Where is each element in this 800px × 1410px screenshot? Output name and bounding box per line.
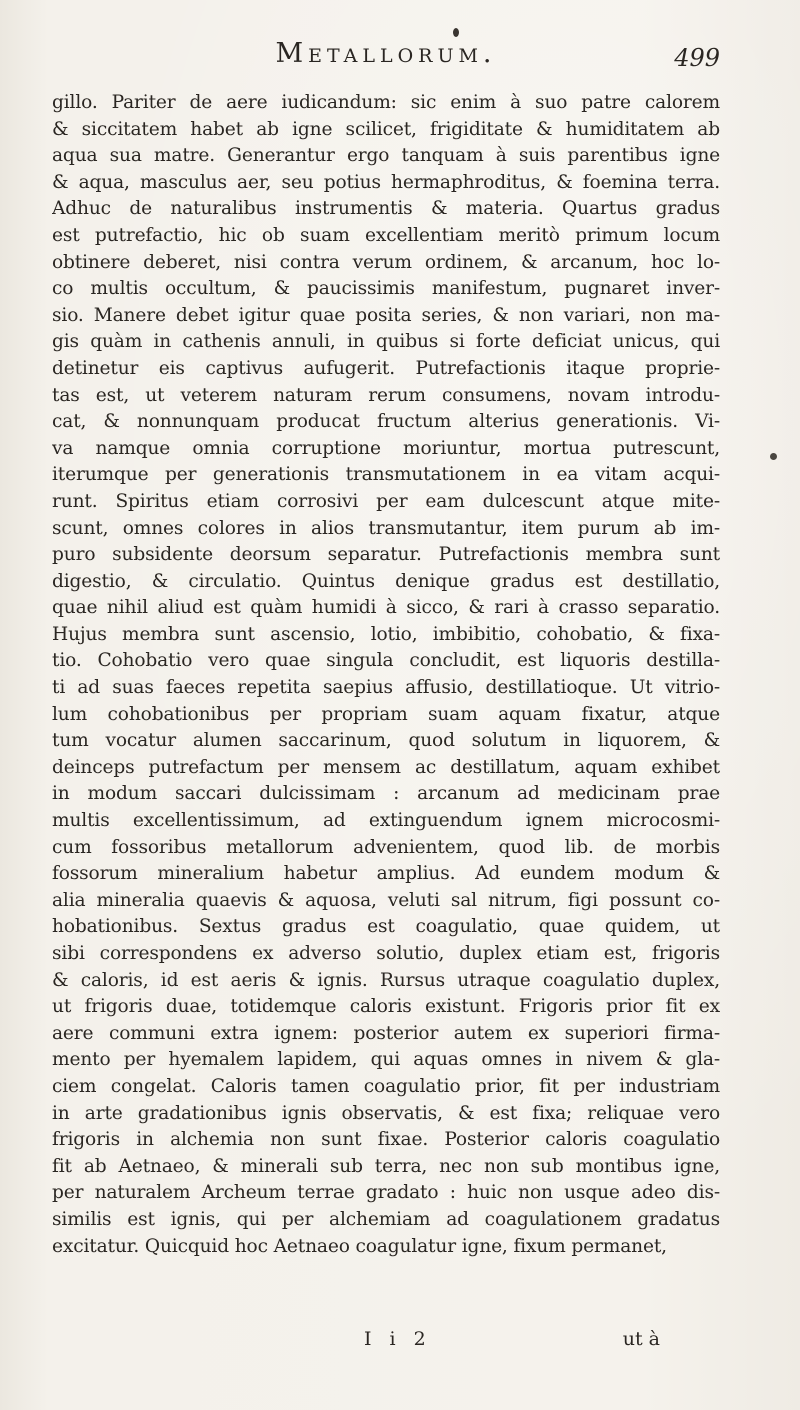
text-line: gis quàm in cathenis annuli, in quibus si forte deficiat unicus, qui xyxy=(52,331,720,353)
text-line: runt. Spiritus etiam corrosivi per eam dulcescunt atque mite- xyxy=(52,490,720,512)
page-footer xyxy=(52,1328,720,1358)
text-line: est putrefactio, hic ob suam excellentiam meritò primum locum xyxy=(52,224,720,246)
text-line: & siccitatem habet ab igne scilicet, frigiditate & humiditatem ab xyxy=(52,118,720,140)
text-line: lum cohobationibus per propriam suam aquam fixatur, atque xyxy=(52,703,720,725)
text-line: iterumque per generationis transmutationem in ea vitam acqui- xyxy=(52,464,720,486)
text-line: ut frigoris duae, totidemque caloris existunt. Frigoris prior fit ex xyxy=(52,996,720,1018)
text-line: obtinere deberet, nisi contra verum ordinem, & arcanum, hoc lo- xyxy=(52,251,720,273)
text-line: & caloris, id est aeris & ignis. Rursus utraque coagulatio duplex, xyxy=(52,969,720,991)
text-line: gillo. Pariter de aere iudicandum: sic enim à suo patre calorem xyxy=(52,92,720,113)
text-line: in modum saccari dulcissimam : arcanum ad medicinam prae xyxy=(52,783,720,805)
text-line: aqua sua matre. Generantur ergo tanquam à suis parentibus igne xyxy=(52,145,720,167)
text-line: sibi correspondens ex adverso solutio, duplex etiam est, frigoris xyxy=(52,943,720,964)
text-line: cat, & nonnunquam producat fructum alterius generationis. Vi- xyxy=(52,411,720,433)
text-line: deinceps putrefactum per mensem ac destillatum, aquam exhibet xyxy=(52,756,720,778)
text-line: fit ab Aetnaeo, & minerali sub terra, nec non sub montibus igne, xyxy=(52,1155,720,1177)
text-line: tas est, ut veterem naturam rerum consumens, novam introdu- xyxy=(52,384,720,406)
text-line: tum vocatur alumen saccarinum, quod solutum in liquorem, & xyxy=(52,730,720,752)
page-number: 499 xyxy=(674,44,720,72)
text-line: per naturalem Archeum terrae gradato : huic non usque adeo dis- xyxy=(52,1182,720,1204)
text-line: similis est ignis, qui per alchemiam ad coagulationem gradatus xyxy=(52,1208,720,1230)
text-line: in arte gradationibus ignis observatis, & est fixa; reliquae vero xyxy=(52,1102,720,1124)
text-line: mento per hyemalem lapidem, qui aquas omnes in nivem & gla- xyxy=(52,1049,720,1071)
page-header xyxy=(52,38,720,84)
body-text xyxy=(52,90,720,1260)
text-line: tio. Cohobatio vero quae singula concludit, est liquoris destilla- xyxy=(52,650,720,672)
text-line: ciem congelat. Caloris tamen coagulatio prior, fit per industriam xyxy=(52,1075,720,1097)
text-line: digestio, & circulatio. Quintus denique gradus est destillatio, xyxy=(52,570,720,592)
text-line: puro subsidente deorsum separatur. Putrefactionis membra sunt xyxy=(52,544,720,566)
text-line: sio. Manere debet igitur quae posita series, & non variari, non ma- xyxy=(52,304,720,326)
text-line: aere communi extra ignem: posterior autem ex superiori firma- xyxy=(52,1022,720,1044)
catchword: ut à xyxy=(622,1328,660,1350)
text-line: detinetur eis captivus aufugerit. Putrefactionis itaque proprie- xyxy=(52,357,720,379)
text-line: ti ad suas faeces repetita saepius affusio, destillatioque. Ut vitrio- xyxy=(52,677,720,699)
text-line: fossorum mineralium habetur amplius. Ad eundem modum & xyxy=(52,863,720,885)
ink-spot xyxy=(453,28,459,37)
text-line: Adhuc de naturalibus instrumentis & materia. Quartus gradus xyxy=(52,198,720,220)
text-line: alia mineralia quaevis & aquosa, veluti sal nitrum, figi possunt co- xyxy=(52,889,720,911)
text-line: & aqua, masculus aer, seu potius hermaphroditus, & foemina terra. xyxy=(52,171,720,193)
text-line: multis excellentissimum, ad extinguendum ignem microcosmi- xyxy=(52,810,720,832)
text-line: excitatur. Quicquid hoc Aetnaeo coagulatur igne, fixum permanet, xyxy=(52,1235,667,1257)
text-line: scunt, omnes colores in alios transmutantur, item purum ab im- xyxy=(52,517,720,539)
text-line: co multis occultum, & paucissimis manifestum, pugnaret inver- xyxy=(52,278,720,300)
text-line: va namque omnia corruptione moriuntur, mortua putrescunt, xyxy=(52,437,720,459)
text-line: hobationibus. Sextus gradus est coagulatio, quae quidem, ut xyxy=(52,916,720,938)
text-line: Hujus membra sunt ascensio, lotio, imbibitio, cohobatio, & fixa- xyxy=(52,623,720,645)
text-line: quae nihil aliud est quàm humidi à sicco, & rari à crasso separatio. xyxy=(52,597,720,619)
text-line: frigoris in alchemia non sunt fixae. Posterior caloris coagulatio xyxy=(52,1129,720,1151)
margin-ink-spot xyxy=(770,453,777,460)
signature-mark: I i 2 xyxy=(364,1328,432,1350)
text-line: cum fossoribus metallorum advenientem, quod lib. de morbis xyxy=(52,836,720,858)
running-title: Metallorum. xyxy=(275,38,497,69)
